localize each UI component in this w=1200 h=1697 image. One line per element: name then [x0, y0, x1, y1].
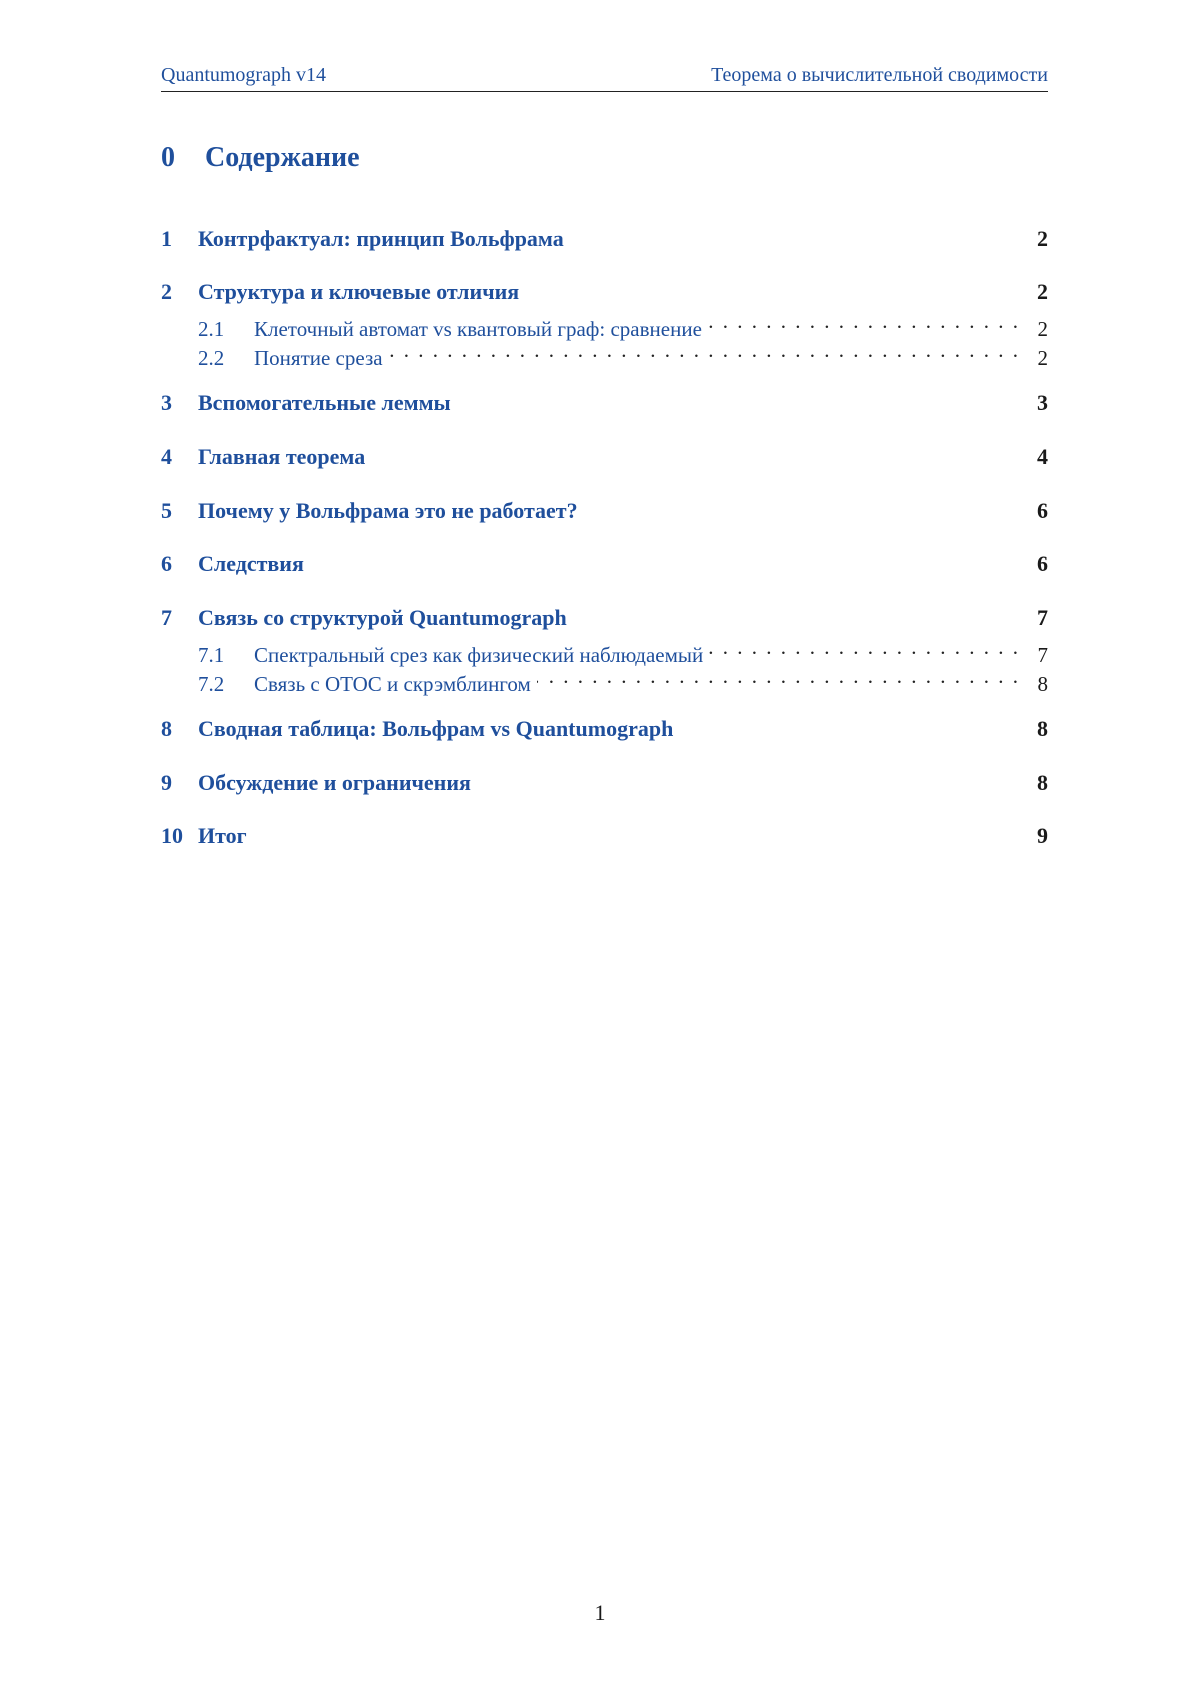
leader-dots	[389, 335, 1018, 365]
toc-entry-page: 8	[1037, 672, 1048, 696]
toc-entry-9[interactable]	[161, 768, 1048, 798]
toc-entry-number: 2.1	[198, 317, 225, 341]
toc-entry-number: 10	[161, 823, 183, 848]
toc-entry-2-1[interactable]	[161, 306, 1048, 341]
toc-entry-number: 2.2	[198, 346, 225, 370]
toc-entry-title: Связь со структурой Quantumograph	[198, 605, 567, 630]
toc-entry-title: Связь с OTOC и скрэмблингом	[254, 672, 531, 696]
toc-entry-title: Понятие среза	[254, 346, 383, 370]
toc-entry-10[interactable]	[161, 821, 1048, 851]
toc-heading-number: 0	[161, 142, 175, 173]
toc-entry-title: Итог	[198, 823, 247, 848]
toc-entry-number: 3	[161, 390, 172, 415]
toc-entry-number: 7.1	[198, 643, 225, 667]
toc-entry-number: 5	[161, 498, 172, 523]
running-header	[161, 62, 1048, 92]
toc-entry-page: 6	[1037, 551, 1048, 576]
toc-entry-page: 3	[1037, 390, 1048, 415]
toc-entry-6[interactable]	[161, 549, 1048, 579]
toc-entry-7[interactable]	[161, 603, 1048, 633]
leader-dots	[708, 306, 1018, 336]
toc-entry-page: 7	[1037, 605, 1048, 630]
toc-heading-title: Содержание	[205, 142, 360, 173]
toc-heading	[161, 140, 360, 176]
toc-entry-4[interactable]	[161, 442, 1048, 472]
toc-entry-number: 8	[161, 716, 172, 741]
page-number: 1	[594, 1600, 606, 1625]
toc-entry-page: 8	[1037, 770, 1048, 795]
header-document-title: Теорема о вычислительной сводимости	[711, 64, 1048, 86]
toc-entry-page: 2	[1037, 346, 1048, 370]
toc-entry-title: Следствия	[198, 551, 304, 576]
toc-entry-7-2[interactable]	[161, 661, 1048, 696]
toc-entry-8[interactable]	[161, 714, 1048, 744]
toc-entry-page: 6	[1037, 498, 1048, 523]
toc-entry-number: 7	[161, 605, 172, 630]
toc-entry-title: Главная теорема	[198, 444, 366, 469]
toc-entry-5[interactable]	[161, 496, 1048, 526]
leader-dots	[709, 632, 1018, 662]
toc-entry-title: Спектральный срез как физический наблюдаемый	[254, 643, 704, 667]
toc-entry-number: 2	[161, 279, 172, 304]
toc-entry-page: 4	[1037, 444, 1048, 469]
toc-entry-7-1[interactable]	[161, 632, 1048, 667]
toc-entry-number: 7.2	[198, 672, 225, 696]
toc-entry-title: Клеточный автомат vs квантовый граф: сравнение	[254, 317, 702, 341]
toc-entry-title: Обсуждение и ограничения	[198, 770, 471, 795]
header-document-name: Quantumograph v14	[161, 64, 326, 86]
toc-entry-page: 7	[1037, 643, 1048, 667]
leader-dots	[537, 661, 1018, 691]
toc-entry-2-2[interactable]	[161, 335, 1048, 370]
toc-entry-2[interactable]	[161, 277, 1048, 307]
toc-entry-title: Почему у Вольфрама это не работает?	[198, 498, 578, 523]
toc-entry-number: 9	[161, 770, 172, 795]
toc-entry-1[interactable]	[161, 224, 1048, 254]
toc-entry-number: 4	[161, 444, 172, 469]
toc-entry-title: Контрфактуал: принцип Вольфрама	[198, 226, 564, 251]
toc-entry-page: 2	[1037, 279, 1048, 304]
toc-entry-title: Вспомогательные леммы	[198, 390, 451, 415]
toc-entry-page: 2	[1037, 226, 1048, 251]
toc-entry-3[interactable]	[161, 388, 1048, 418]
toc-entry-number: 1	[161, 226, 172, 251]
toc-entry-page: 8	[1037, 716, 1048, 741]
toc-entry-title: Сводная таблица: Вольфрам vs Quantumograph	[198, 716, 674, 741]
toc-entry-page: 9	[1037, 823, 1048, 848]
toc-entry-number: 6	[161, 551, 172, 576]
toc-entry-page: 2	[1037, 317, 1048, 341]
toc-entry-title: Структура и ключевые отличия	[198, 279, 520, 304]
